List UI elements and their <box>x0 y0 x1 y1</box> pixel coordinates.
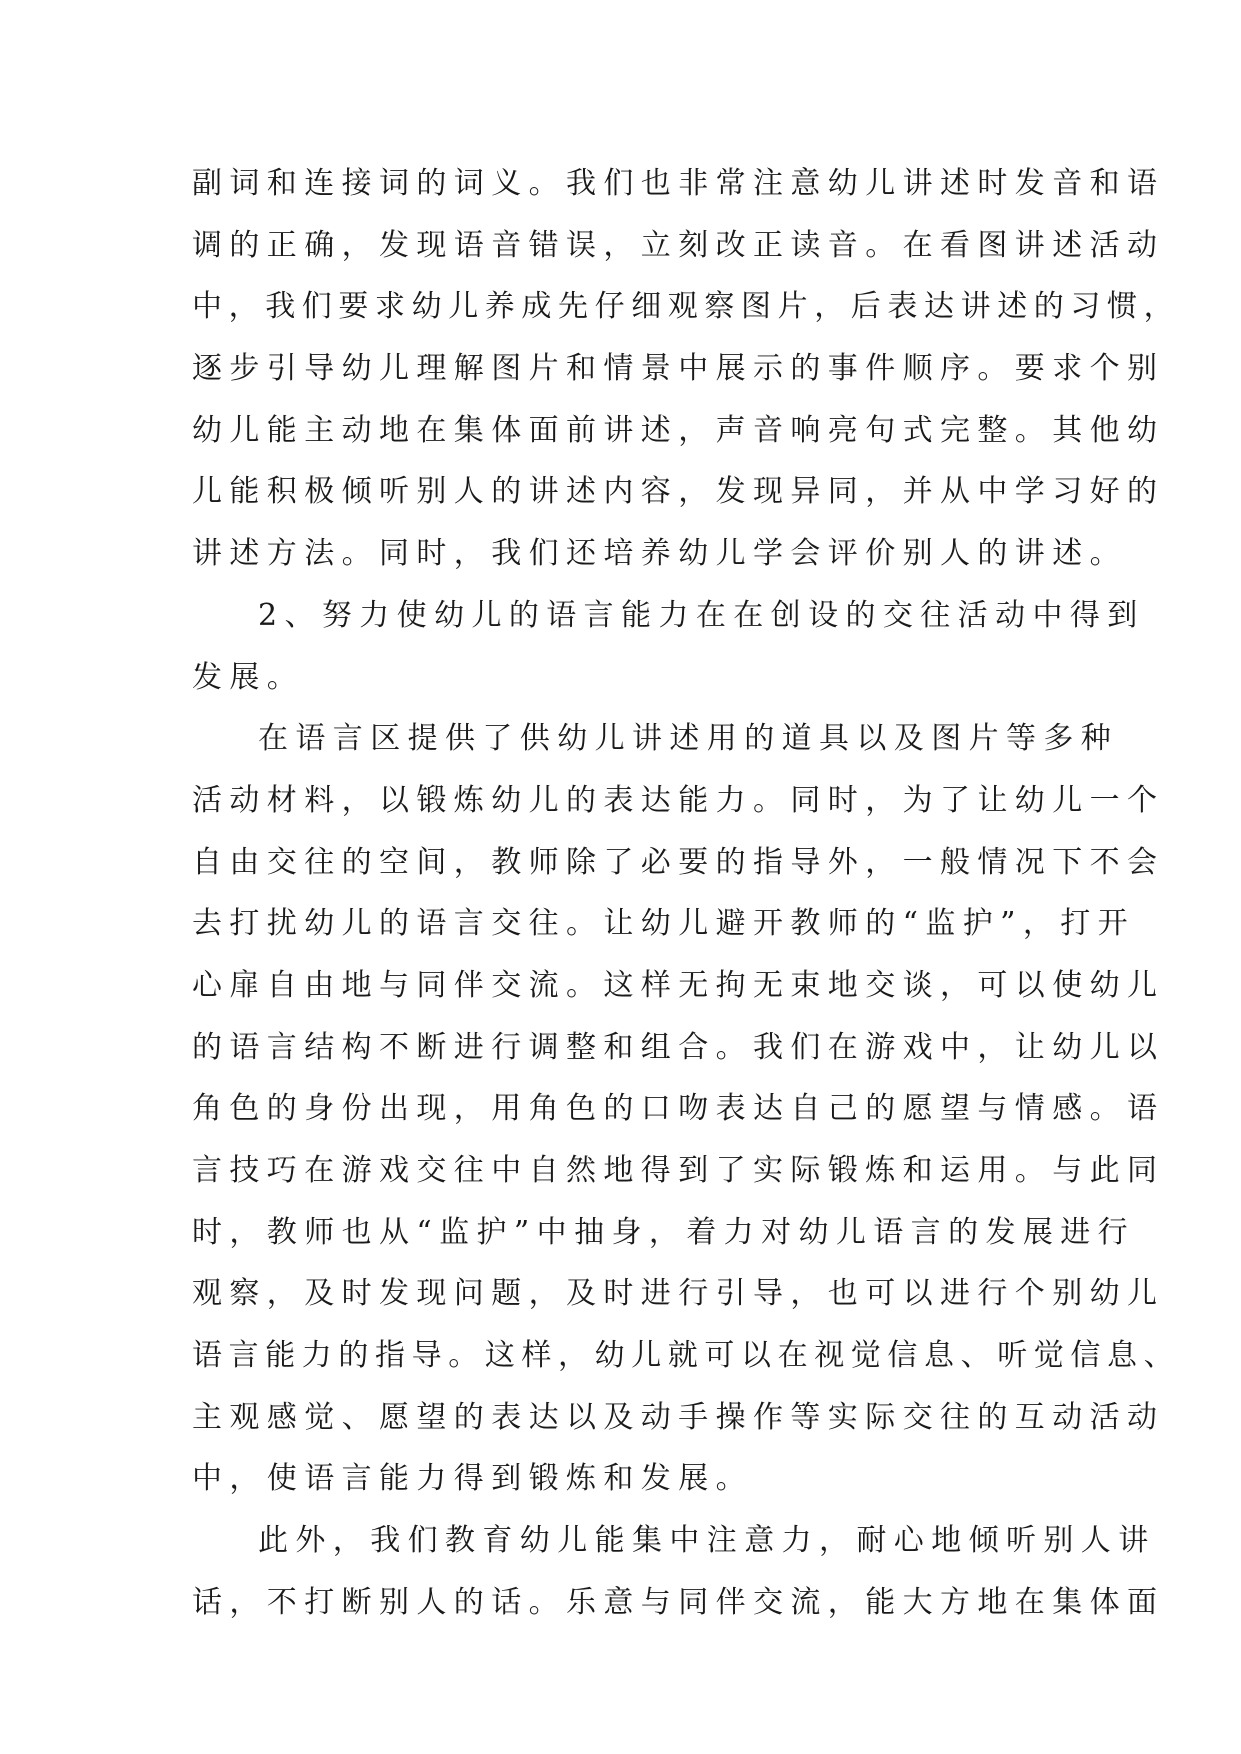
text-line: 中，我们要求幼儿养成先仔细观察图片，后表达讲述的习惯， <box>192 289 1181 325</box>
text-line: 中，使语言能力得到锻炼和发展。 <box>192 1461 753 1497</box>
text-line: 观察，及时发现问题，及时进行引导，也可以进行个别幼儿 <box>192 1276 1165 1312</box>
text-line: 副词和连接词的词义。我们也非常注意幼儿讲述时发音和语 <box>192 166 1165 201</box>
text-line: 角色的身份出现，用角色的口吻表达自己的愿望与情感。语 <box>192 1091 1165 1127</box>
text-line: 语言能力的指导。这样，幼儿就可以在视觉信息、听觉信息、 <box>192 1338 1181 1374</box>
section-heading-continuation: 发展。 <box>192 659 305 695</box>
text-line: 言技巧在游戏交往中自然地得到了实际锻炼和运用。与此同 <box>192 1153 1165 1188</box>
text-line: 活动材料，以锻炼幼儿的表达能力。同时，为了让幼儿一个 <box>192 782 1165 818</box>
paragraph-start: 此外，我们教育幼儿能集中注意力，耐心地倾听别人讲 <box>258 1523 1156 1559</box>
text-line: 调的正确，发现语音错误，立刻改正读音。在看图讲述活动 <box>192 227 1165 263</box>
text-line: 儿能积极倾听别人的讲述内容，发现异同，并从中学习好的 <box>192 474 1165 510</box>
text-line: 幼儿能主动地在集体面前讲述，声音响亮句式完整。其他幼 <box>192 412 1165 448</box>
text-line: 去打扰幼儿的语言交往。让幼儿避开教师的“监护”，打开 <box>192 906 1136 942</box>
text-line: 时，教师也从“监护”中抽身，着力对幼儿语言的发展进行 <box>192 1214 1136 1250</box>
section-heading: 2、努力使幼儿的语言能力在在创设的交往活动中得到 <box>258 597 1145 633</box>
text-line: 心扉自由地与同伴交流。这样无拘无束地交谈，可以使幼儿 <box>192 967 1165 1003</box>
text-line: 自由交往的空间，教师除了必要的指导外，一般情况下不会 <box>192 844 1165 880</box>
text-line: 主观感觉、愿望的表达以及动手操作等实际交往的互动活动 <box>192 1399 1165 1435</box>
document-body <box>192 153 1181 1634</box>
paragraph-start: 在语言区提供了供幼儿讲述用的道具以及图片等多种 <box>258 721 1119 757</box>
text-line: 话，不打断别人的话。乐意与同伴交流，能大方地在集体面 <box>192 1584 1165 1620</box>
text-line: 的语言结构不断进行调整和组合。我们在游戏中，让幼儿以 <box>192 1029 1165 1065</box>
text-line: 讲述方法。同时，我们还培养幼儿学会评价别人的讲述。 <box>192 536 1127 572</box>
text-line: 逐步引导幼儿理解图片和情景中展示的事件顺序。要求个别 <box>192 351 1165 387</box>
